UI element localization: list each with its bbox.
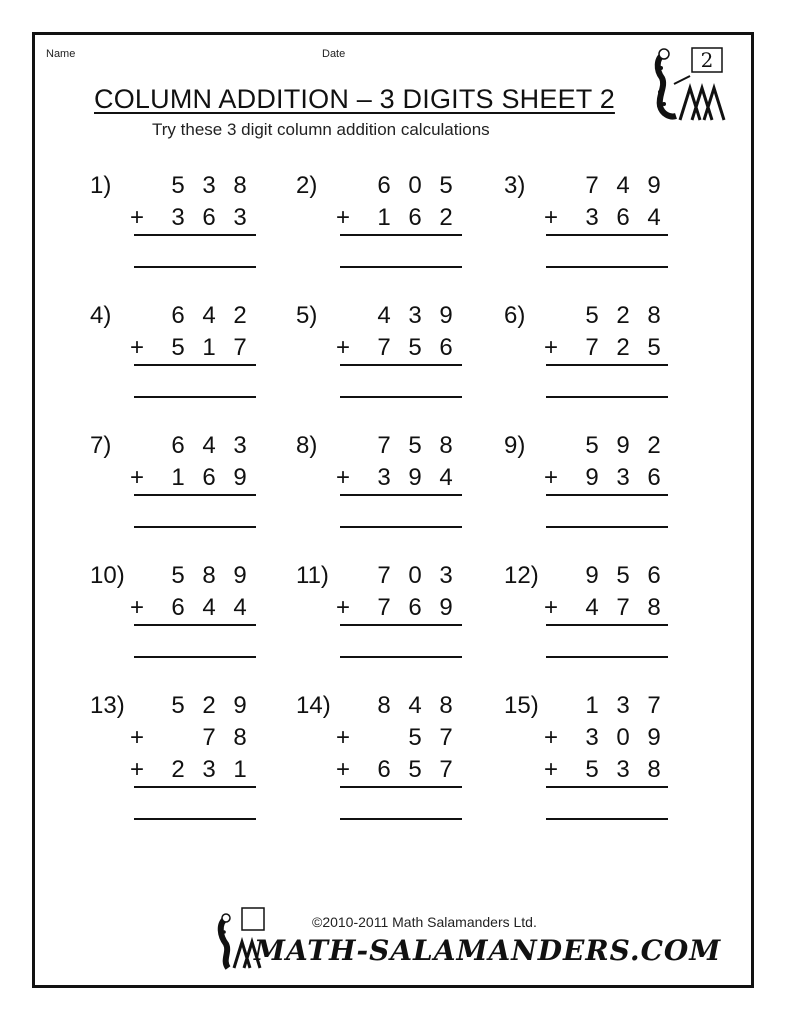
plus-sign: +: [544, 594, 559, 621]
plus-sign: +: [544, 756, 559, 783]
digit: 6: [171, 594, 185, 621]
problem-10: [90, 562, 290, 682]
first-number: [544, 302, 674, 332]
addend-row: [544, 594, 674, 624]
answer-blank[interactable]: [134, 396, 256, 398]
digit: 7: [233, 334, 247, 361]
plus-sign: +: [130, 204, 145, 231]
digit: 9: [585, 464, 599, 491]
digit: 8: [377, 692, 391, 719]
plus-sign: +: [544, 464, 559, 491]
first-number: [544, 172, 674, 202]
digit: 9: [647, 724, 661, 751]
plus-sign: +: [130, 594, 145, 621]
answer-blank[interactable]: [134, 526, 256, 528]
copyright-text: ©2010-2011 Math Salamanders Ltd.: [312, 914, 537, 930]
answer-blank[interactable]: [546, 818, 668, 820]
question-number: 1): [90, 172, 112, 199]
digit: 4: [202, 432, 216, 459]
digit: 9: [616, 432, 630, 459]
answer-blank[interactable]: [340, 266, 462, 268]
problem-5: [296, 302, 496, 422]
problem-3: [504, 172, 704, 292]
sum-line: [546, 364, 668, 366]
digit: 3: [616, 464, 630, 491]
digit: 6: [377, 756, 391, 783]
salamander-logo-icon: [646, 44, 732, 124]
digit: 6: [408, 204, 422, 231]
sum-line: [134, 364, 256, 366]
question-number: 5): [296, 302, 318, 329]
addend-row: [130, 724, 260, 754]
first-number: [130, 302, 260, 332]
answer-blank[interactable]: [340, 656, 462, 658]
digit: 8: [647, 594, 661, 621]
digit: 9: [233, 464, 247, 491]
addend-row: [544, 204, 674, 234]
problem-8: [296, 432, 496, 552]
sum-line: [340, 494, 462, 496]
plus-sign: +: [130, 756, 145, 783]
digit: 2: [233, 302, 247, 329]
sum-line: [340, 234, 462, 236]
digit: 5: [616, 562, 630, 589]
digit: 3: [171, 204, 185, 231]
digit: 7: [377, 594, 391, 621]
answer-blank[interactable]: [134, 818, 256, 820]
addend-row: [336, 756, 466, 786]
digit: 6: [408, 594, 422, 621]
digit: 8: [647, 302, 661, 329]
digit: 9: [647, 172, 661, 199]
digit: 4: [202, 302, 216, 329]
question-number: 7): [90, 432, 112, 459]
plus-sign: +: [336, 724, 351, 751]
question-number: 9): [504, 432, 526, 459]
digit: 6: [202, 204, 216, 231]
digit: 9: [585, 562, 599, 589]
addend-row: [130, 334, 260, 364]
digit: 0: [408, 172, 422, 199]
problem-1: [90, 172, 290, 292]
plus-sign: +: [336, 594, 351, 621]
sum-line: [340, 364, 462, 366]
first-number: [130, 562, 260, 592]
answer-blank[interactable]: [546, 526, 668, 528]
addend-row: [130, 756, 260, 786]
question-number: 11): [296, 562, 329, 589]
digit: 3: [616, 756, 630, 783]
digit: 3: [377, 464, 391, 491]
plus-sign: +: [336, 334, 351, 361]
page-subtitle: Try these 3 digit column addition calculations: [152, 120, 490, 139]
digit: 8: [647, 756, 661, 783]
digit: 3: [439, 562, 453, 589]
digit: 7: [377, 334, 391, 361]
question-number: 3): [504, 172, 526, 199]
digit: 1: [585, 692, 599, 719]
digit: 7: [202, 724, 216, 751]
digit: 5: [585, 756, 599, 783]
digit: 6: [439, 334, 453, 361]
digit: 3: [585, 724, 599, 751]
digit: 5: [439, 172, 453, 199]
digit: 7: [439, 756, 453, 783]
plus-sign: +: [130, 334, 145, 361]
addend-row: [130, 464, 260, 494]
digit: 5: [408, 432, 422, 459]
question-number: 8): [296, 432, 318, 459]
answer-blank[interactable]: [134, 656, 256, 658]
plus-sign: +: [130, 724, 145, 751]
problem-11: [296, 562, 496, 682]
name-label: Name: [46, 48, 76, 60]
question-number: 13): [90, 692, 125, 719]
plus-sign: +: [544, 334, 559, 361]
digit: 3: [408, 302, 422, 329]
digit: 5: [171, 334, 185, 361]
plus-sign: +: [130, 464, 145, 491]
page-title: COLUMN ADDITION – 3 DIGITS SHEET 2: [94, 84, 615, 114]
question-number: 12): [504, 562, 539, 589]
sum-line: [546, 494, 668, 496]
first-number: [544, 562, 674, 592]
digit: 1: [202, 334, 216, 361]
sum-line: [134, 624, 256, 626]
first-number: [544, 692, 674, 722]
digit: 6: [647, 562, 661, 589]
digit: 3: [233, 204, 247, 231]
first-number: [336, 432, 466, 462]
digit: 6: [171, 302, 185, 329]
digit: 5: [171, 172, 185, 199]
digit: 2: [616, 334, 630, 361]
digit: 2: [171, 756, 185, 783]
plus-sign: +: [544, 204, 559, 231]
digit: 5: [171, 562, 185, 589]
digit: 7: [439, 724, 453, 751]
digit: 8: [439, 692, 453, 719]
digit: 5: [585, 302, 599, 329]
problem-13: [90, 692, 290, 812]
problem-2: [296, 172, 496, 292]
answer-blank[interactable]: [340, 818, 462, 820]
digit: 4: [202, 594, 216, 621]
digit: 7: [377, 432, 391, 459]
digit: 3: [233, 432, 247, 459]
first-number: [130, 172, 260, 202]
digit: 6: [377, 172, 391, 199]
digit: 2: [439, 204, 453, 231]
answer-blank[interactable]: [134, 266, 256, 268]
sum-line: [546, 624, 668, 626]
digit: 6: [171, 432, 185, 459]
addend-row: [336, 464, 466, 494]
digit: 5: [408, 756, 422, 783]
digit: 1: [171, 464, 185, 491]
digit: 7: [616, 594, 630, 621]
digit: 4: [408, 692, 422, 719]
digit: 5: [585, 432, 599, 459]
digit: 6: [647, 464, 661, 491]
problem-7: [90, 432, 290, 552]
problem-14: [296, 692, 496, 812]
first-number: [130, 432, 260, 462]
digit: 7: [585, 172, 599, 199]
digit: 3: [202, 172, 216, 199]
digit: 2: [647, 432, 661, 459]
digit: 9: [233, 562, 247, 589]
site-name: MATH-SALAMANDERS.COM: [254, 934, 722, 967]
addend-row: [544, 464, 674, 494]
digit: 4: [377, 302, 391, 329]
digit: 7: [377, 562, 391, 589]
addend-row: [544, 756, 674, 786]
addend-row: [130, 594, 260, 624]
digit: 4: [233, 594, 247, 621]
digit: 7: [647, 692, 661, 719]
answer-blank[interactable]: [546, 266, 668, 268]
sum-line: [340, 786, 462, 788]
date-label: Date: [322, 48, 346, 60]
addend-row: [130, 204, 260, 234]
answer-blank[interactable]: [546, 656, 668, 658]
sum-line: [134, 494, 256, 496]
digit: 3: [616, 692, 630, 719]
addend-row: [336, 334, 466, 364]
first-number: [336, 302, 466, 332]
addend-row: [336, 594, 466, 624]
digit: 4: [616, 172, 630, 199]
problem-6: [504, 302, 704, 422]
question-number: 4): [90, 302, 112, 329]
digit: 8: [202, 562, 216, 589]
first-number: [336, 692, 466, 722]
answer-blank[interactable]: [546, 396, 668, 398]
digit: 5: [171, 692, 185, 719]
digit: 7: [585, 334, 599, 361]
question-number: 14): [296, 692, 331, 719]
first-number: [130, 692, 260, 722]
sum-line: [546, 786, 668, 788]
first-number: [544, 432, 674, 462]
digit: 3: [585, 204, 599, 231]
plus-sign: +: [544, 724, 559, 751]
answer-blank[interactable]: [340, 396, 462, 398]
problem-9: [504, 432, 704, 552]
digit: 1: [233, 756, 247, 783]
digit: 8: [233, 724, 247, 751]
digit: 9: [233, 692, 247, 719]
digit: 9: [439, 302, 453, 329]
logo-number: 2: [700, 48, 714, 72]
first-number: [336, 562, 466, 592]
digit: 2: [202, 692, 216, 719]
addend-row: [544, 334, 674, 364]
problem-12: [504, 562, 704, 682]
sum-line: [546, 234, 668, 236]
problem-15: [504, 692, 704, 812]
plus-sign: +: [336, 756, 351, 783]
question-number: 10): [90, 562, 125, 589]
question-number: 2): [296, 172, 318, 199]
digit: 4: [647, 204, 661, 231]
sum-line: [340, 624, 462, 626]
digit: 2: [616, 302, 630, 329]
digit: 5: [408, 334, 422, 361]
digit: 0: [616, 724, 630, 751]
digit: 8: [233, 172, 247, 199]
plus-sign: +: [336, 464, 351, 491]
digit: 5: [647, 334, 661, 361]
question-number: 15): [504, 692, 539, 719]
plus-sign: +: [336, 204, 351, 231]
question-number: 6): [504, 302, 526, 329]
answer-blank[interactable]: [340, 526, 462, 528]
digit: 0: [408, 562, 422, 589]
first-number: [336, 172, 466, 202]
addend-row: [336, 724, 466, 754]
digit: 6: [616, 204, 630, 231]
problem-4: [90, 302, 290, 422]
digit: 8: [439, 432, 453, 459]
sum-line: [134, 786, 256, 788]
digit: 5: [408, 724, 422, 751]
digit: 6: [202, 464, 216, 491]
addend-row: [336, 204, 466, 234]
digit: 3: [202, 756, 216, 783]
addend-row: [544, 724, 674, 754]
digit: 9: [408, 464, 422, 491]
sum-line: [134, 234, 256, 236]
digit: 9: [439, 594, 453, 621]
digit: 1: [377, 204, 391, 231]
digit: 4: [585, 594, 599, 621]
digit: 4: [439, 464, 453, 491]
